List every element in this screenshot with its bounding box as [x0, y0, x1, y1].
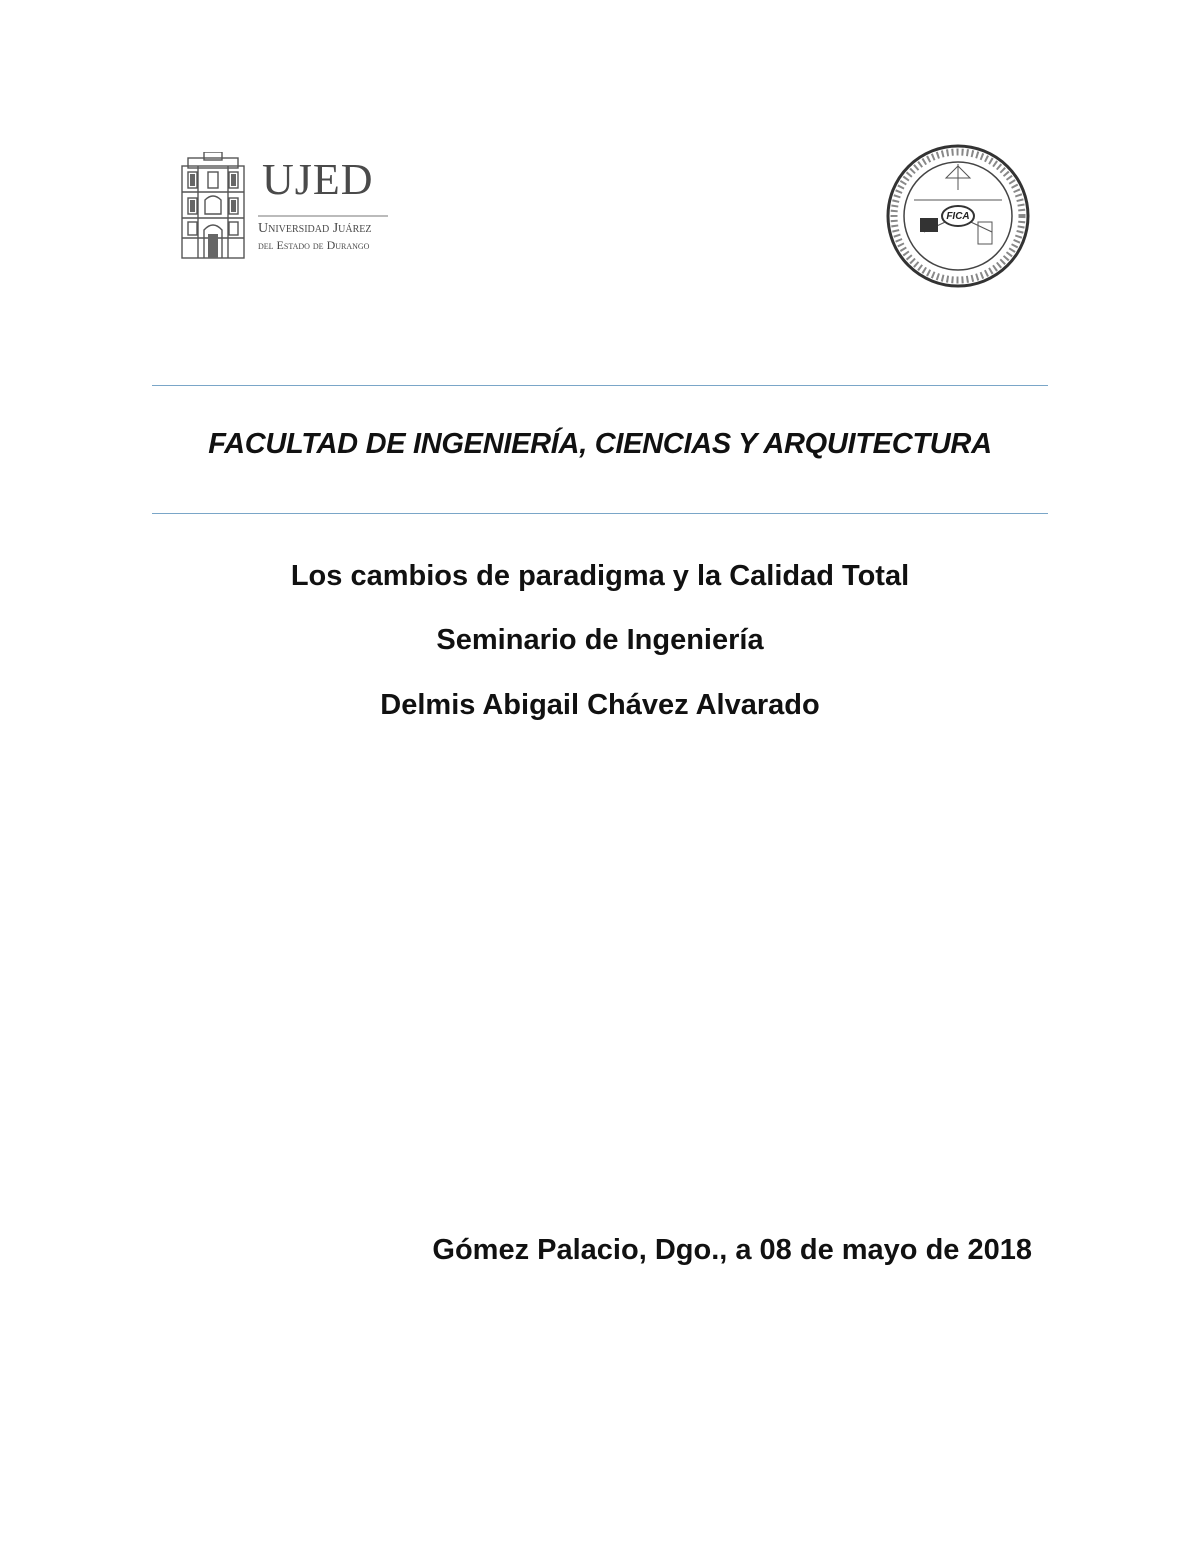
fica-seal: [884, 142, 1032, 290]
document-author: Delmis Abigail Chávez Alvarado: [380, 689, 820, 721]
top-divider: [152, 385, 1048, 386]
ujed-line1: Universidad Juárez: [258, 221, 372, 236]
ujed-logo: [178, 152, 393, 264]
faculty-heading: FACULTAD DE INGENIERÍA, CIENCIAS Y ARQUITECTURA: [208, 428, 992, 460]
document-subject: Seminario de Ingeniería: [436, 624, 764, 656]
ujed-acronym: UJED: [262, 155, 374, 204]
bottom-divider: [152, 513, 1048, 514]
svg-text:FICA: FICA: [946, 211, 970, 222]
fica-seal-icon: [884, 142, 1032, 290]
place-date: Gómez Palacio, Dgo., a 08 de mayo de 2018: [432, 1234, 1032, 1266]
document-title: Los cambios de paradigma y la Calidad Total: [290, 560, 910, 592]
ujed-line2: del Estado de Durango: [258, 238, 370, 252]
